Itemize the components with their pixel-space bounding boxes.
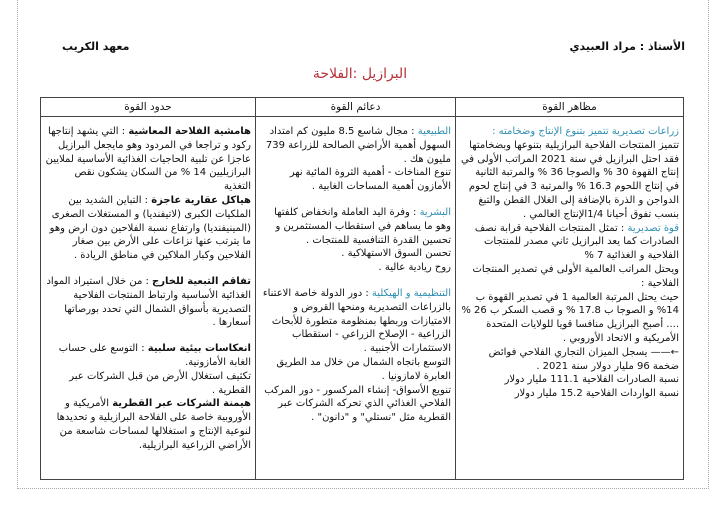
spacer: [260, 275, 451, 287]
limits-cell: [41, 117, 256, 480]
limits-paragraph: [45, 342, 251, 370]
limits-paragraph: [45, 194, 251, 263]
paragraph-text: تكثيف استغلال الأرض من قبل الشركات عبر القطرية .: [69, 370, 251, 396]
supports-paragraph: [260, 247, 451, 261]
paragraph-text: : التوسع على حساب الغابة الأمازونية.: [58, 343, 251, 368]
paragraph-text: تنويع الأسواق- إنشاء المركسور - دور المركب الفلاحي الغذائي الذي تحركه الشركات عبر القطرية مثل "نستلي" و "دانون" .: [264, 384, 451, 424]
paragraph-text: : مجال شاسع 8.5 مليون كم امتداد السهول أهمية الأراضي الصالحة للزراعة 739 مليون هك .: [265, 126, 451, 165]
paragraph-lead: انعكاسات بيئية سلبية: [147, 343, 251, 355]
header-supports: دعائم القوة: [256, 98, 456, 117]
limits-paragraph: [45, 397, 251, 452]
strengths-paragraph: [460, 291, 679, 346]
spacer: [260, 194, 451, 206]
paragraph-lead: الطبيعية: [417, 126, 451, 137]
strengths-paragraph: [460, 387, 679, 401]
header-limits: حدود القوة: [41, 98, 256, 117]
strengths-paragraph: [460, 346, 679, 374]
paragraph-text: نسبة الواردات الفلاحية 15.2 مليار دولار: [514, 388, 679, 400]
header-strengths: مظاهر القوة: [456, 98, 684, 117]
spacer: [45, 263, 251, 275]
supports-paragraph: [260, 384, 451, 425]
limits-paragraph: [45, 275, 251, 330]
paragraph-lead: هامشية الفلاحة المعاشية: [128, 126, 251, 137]
paragraph-text: تنوع المناخات - أهمية الثروة المائية نهر الأمازون أهمية المساحات الغابية .: [289, 167, 451, 193]
strengths-paragraph: [460, 139, 679, 222]
limits-paragraph: [45, 125, 251, 194]
supports-paragraph: [260, 166, 451, 194]
paragraph-text: : التي يشهد إنتاجها ركود و تراجعا في المردود وهو مايجعل البرازيل عاجزا عن تلبية الحاجيات الغذائية الأساسية لملايين البرازيليين 14 % من السكان يشكون نقص التغذية: [45, 126, 251, 193]
strengths-paragraph: [460, 222, 679, 263]
paragraph-lead: زراعات تصديرية تتميز بتنوع الإنتاج وضخامته :: [492, 126, 679, 137]
paragraph-text: نسبة الصادرات الفلاحية 111.1 مليار دولار: [504, 374, 679, 386]
strengths-paragraph: [460, 125, 679, 139]
paragraph-lead: البشرية: [419, 206, 451, 218]
strengths-paragraph: [460, 373, 679, 387]
paragraph-text: : دور الدولة خاصة الاعتناء بالزراعات التصديرية ومنحها القروض و الامتيازات وربطها بمنظومة متطورة للأبحاث الزراعية - الإصلاح الزراعي - استقطاب الاستثمارات الأجنبية .: [262, 287, 451, 355]
supports-paragraph: [260, 356, 451, 384]
paragraph-text: تحسن السوق الاستهلاكية .: [341, 248, 451, 260]
paragraph-text: التوسع باتجاه الشمال من خلال مد الطريق العابرة لامازونيا .: [276, 356, 451, 382]
paragraph-text: حيث يحتل المرتبة العالمية 1 في تصدير القهوة ب 14% و الصوجا ب 17.8 % و قصب السكر ب 26 % .... أصبح البرازيل منافسا قويا للولايات المتحدة الأمريكية و الاتحاد الأوروبي .: [461, 291, 679, 344]
paragraph-text: تتميز المنتجات الفلاحية البرازيلية بتنوعها وبضخامتها فقد احتل البرازيل في سنة 2021 المراتب الأولى في إنتاج القهوة 30 % والصوجا 36 % والمرتبة الثانية في إنتاج اللحوم 16.3 % والمرتبة 3 في إنتاج لحوم الدواجن و الذرة بالإضافة إلى الغلال القطن والتبغ بنسب تفوق أحيانا 1/4الإنتاج العالمي .: [460, 139, 679, 220]
strengths-cell: [456, 117, 684, 480]
page-title: البرازيل :الفلاحة: [312, 66, 408, 82]
paragraph-text: الأمريكية و الأوروبية خاصة على الفلاحة البرازيلية و تحديدها لنوعية الإنتاج و استغلالها لمساحات شاسعة من الأراضي الزراعية البرازيلية.: [56, 398, 251, 451]
paragraph-text: : من خلال استيراد المواد الغذائية الأساسية وارتباط المنتجات الفلاحية التصديرية بأسواق الشمال التي تحدد بورصاتها أسعارها .: [46, 275, 251, 329]
paragraph-lead: هياكل عقارية عاجزة: [151, 194, 251, 206]
paragraph-lead: قوة تصديرية: [627, 222, 679, 234]
supports-cell: [256, 117, 456, 480]
paragraph-text: ويحتل المراتب العالمية الأولى في تصدير المنتجات الفلاحية :: [472, 263, 679, 289]
supports-paragraph: [260, 206, 451, 247]
limits-paragraph: [45, 370, 251, 398]
school-name: معهد الكريب: [62, 40, 130, 53]
teacher-name: الأستاذ : مراد العبيدي: [569, 40, 685, 53]
supports-paragraph: [260, 261, 451, 275]
agriculture-table: [40, 97, 684, 480]
paragraph-text: روح ريادية عالية .: [378, 262, 451, 274]
supports-paragraph: [260, 125, 451, 166]
spacer: [45, 330, 251, 342]
paragraph-lead: التنظيمية و الهيكلية: [371, 287, 451, 299]
paragraph-lead: تفاقم التبعية للخارج: [152, 275, 251, 287]
paragraph-text: : تمثل المنتجات الفلاحية قرابة نصف الصادرات كما يعد البرازيل ثاني مصدر للمنتجات الفلاحية و الغذائية 7 %: [474, 222, 679, 262]
paragraph-lead: هيمنة الشركات عبر القطرية: [112, 398, 251, 410]
paragraph-text: ←—— يسجل الميزان التجاري الفلاحي فوائض ضخمة 96 مليار دولار سنة 2021 .: [488, 346, 679, 372]
paragraph-text: : وفرة اليد العاملة وانخفاض كلفتها وهو ما يساهم في استقطاب المستثمرين و تحسين القدرة التنافسية للمنتجات .: [274, 206, 451, 246]
supports-paragraph: [260, 287, 451, 356]
strengths-paragraph: [460, 263, 679, 291]
paragraph-text: : التباين الشديد بين الملكيات الكبرى (لاتيفنديا) و المستغلات الصغرى (المينيفنديا) وارتفاع نسبة الفلاحين دون ارض وهو ما يترتب عنها نزاعات على الأرض بين صغار الفلاحين وكبار الملاكين في مناطق الريادة .: [49, 194, 251, 262]
